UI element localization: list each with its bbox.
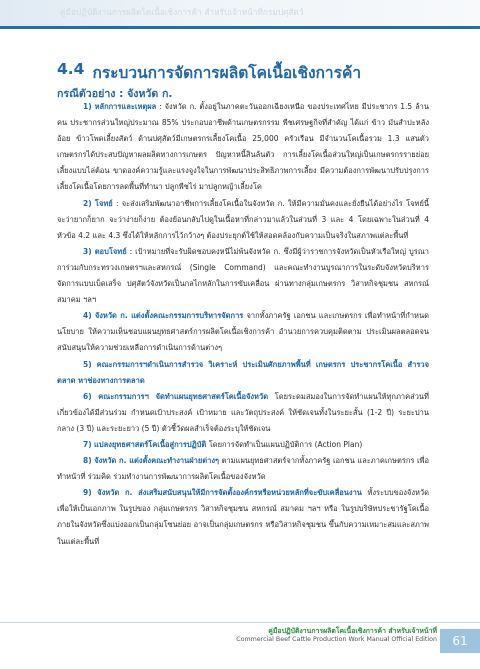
paragraph-text: จากทั้งภาครัฐ เอกชน และเกษตรกร เพื่อทำหน้าที่กำหนดนโยบาย ให้ความเห็นชอบแผนยุทธศาสตร์การผลิตโคเนื้อเชิงการค้า อำนวยการควบคุมติดตาม ประเมินผลตลอดจนสนับสนุนให้ความช่วยเหลือการดำเนินการด้านต่างๆ [57,311,429,353]
paragraph-number: 4) [83,311,92,321]
paragraph-2 [57,196,429,244]
paragraph-number: 2) [83,198,92,208]
case-title: กรณีตัวอย่าง : จังหวัด ก. [57,88,173,100]
paragraph-8 [57,453,429,485]
paragraph-text: โดยการจัดทำเป็นแผนปฏิบัติการ (Action Plan) [208,439,363,449]
paragraph-5 [57,357,429,389]
paragraph-number: 8) [83,456,92,466]
paragraph-text: : เป้าหมายที่จะรับผิดชอบคงหนีไม่พ้นจังหวัด ก. ซึ่งมีผู้ว่าราชการจังหวัดเป็นหัวเรือใหญ่ บูรณาการ่วมกับกระทรวงเกษตรฯและสหกรณ์ (Single Command) และคณะทำงานบูรณาการในระดับจังหวัดบริหารจัดการแบบเบ็ดเสร็จ ปศุสัตว์จังหวัดเป็นกลไกหลักในการขับเคลื่อน ผ่านทางกลุ่มเกษตรกร วิสาหกิจชุมชน สหกรณ์ สมาคม ฯลฯ [57,246,429,305]
paragraph-text: โดยระดมสมองในการจัดทำแผนให้ทุกภาคส่วนที่เกี่ยวข้องได้มีส่วนร่วม กำหนดเป้าประสงค์ เป้าหมาย และวัตถุประสงค์ ให้ชัดเจนทั้งในระยะสั้น (1-2 ปี) ระยะปานกลาง (3 ปี) และระยะยาว (5 ปี) ตัวชี้วัดผลสำเร็จต้องระบุให้ชัดเจน [57,391,429,433]
paragraph-9 [57,485,429,549]
paragraph-1 [57,99,429,196]
section-heading [57,60,361,85]
running-head: คู่มือปฏิบัติงานการผลิตโคเนื้อเชิงการค้า สำหรับเจ้าหน้าที่กรมปศุสัตว์ [60,7,304,17]
header-rule [0,26,480,29]
paragraph-number: 6) [83,391,92,401]
paragraph-number: 1) [83,102,92,111]
section-title: กระบวนการจัดการผลิตโคเนื้อเชิงการค้า [92,64,362,82]
paragraph-number: 3) [83,246,92,256]
paragraph-number: 5) [83,359,92,369]
paragraph-heading: จังหวัด ก. แต่งตั้งคณะกรรมการบริหารจัดการ [94,311,244,321]
footer-rule [0,622,480,623]
paragraph-heading: ตอบโจทย์ [94,246,127,256]
paragraph-heading: โจทย์ [94,198,113,208]
paragraph-number: 7) [83,439,92,449]
paragraph-text: ตามแผนยุทธศาสตร์จากทั้งภาครัฐ เอกชน และภาคเกษตรกร เพื่อทำหน้าที่ ร่วมคิด ร่วมทำงานการพัฒนาการผลิตโคเนื้อของจังหวัด [57,456,430,482]
paragraph-heading: แปลงยุทธศาสตร์โคเนื้อสู่การปฏิบัติ [94,439,207,449]
paragraph-heading: จังหวัด ก. ส่งเสริมสนับสนุนให้มีการจัดตั้งองค์กรหรือหน่วยหลักที่จะขับเคลื่อนงาน [97,488,362,498]
footer-title-english: Commercial Beef Cattle Production Work Manual Official Edition [236,636,437,643]
paragraph-text: ทั้งระบบของจังหวัด เพื่อให้เป็นเอกภาพ ในรูปของ กลุ่มเกษตรกร วิสาหกิจชุมชน สหกรณ์ สมาคม ฯลฯ หรือ ในรูปบริษัทประชารัฐโคเนื้อ ภายในจังหวัดซึ่งแบ่งออกเป็นกลุ่มโซนย่อย อาจเป็นกลุ่มเกษตรกร หรือวิสาหกิจชุมชน ขึ้นกับความเหมาะสมและสภาพในแต่ละพื้นที่ [57,488,430,546]
header-band [0,0,480,26]
paragraph-heading: คณะกรรมการฯดำเนินการสำรวจ วิเคราะห์ ประเมินศักยภาพพื้นที่ เกษตรกร ประชากรโคเนื้อ สำรวจตลาด หาช่องทางการตลาด [57,359,429,385]
section-number: 4.4 [57,60,85,78]
paragraph-number: 9) [83,488,92,498]
paragraph-6 [57,389,429,437]
body-text [57,99,429,550]
paragraph-heading: คณะกรรมการฯ จัดทำแผนยุทธศาสตร์โคเนื้อจังหวัด [98,391,269,401]
paragraph-heading: หลักการและเหตุผล [94,102,157,111]
paragraph-text: : จังหวัด ก. ตั้งอยู่ในภาคตะวันออกเฉียงเหนือ ของประเทศไทย มีประชากร 1.5 ล้านคน ประชากรส่วนใหญ่ประมาณ 85% ประกอบอาชีพด้านเกษตรกรรม พืชเศรษฐกิจที่สำคัญ ได้แก่ ข้าว มันสำปะหลัง อ้อย ข้าวโพดเลี้ยงสัตว์ ด้านปศุสัตว์มีเกษตรกรเลี้ยงโคเนื้อ 25,000 ครัวเรือน มีจำนวนโคเนื้อรวม 1.3 แสนตัว เกษตรกรได้ประสบปัญหาผลผลิตทางการเกษตร ปัญหาหนี้สินล้นตัว การเลี้ยงโคเนื้อส่วนใหญ่เป็นเกษตรกรรายย่อยเลี้ยงแบบไล่ต้อน ขาดองค์ความรู้และแรงจูงใจในการพัฒนาประสิทธิภาพการเลี้ยง มีความต้องการพัฒนาปรับปรุงการเลี้ยงโคเนื้อโดยการลดพื้นที่ทำนา ปลูกพืชไร่ มาปลูกหญ้าเลี้ยงโค [57,102,429,192]
page-number: 61 [440,629,480,653]
paragraph-3 [57,244,429,308]
footer-title-thai: คู่มือปฏิบัติงานการผลิตโคเนื้อเชิงการค้า สำหรับเจ้าหน้าที่ [268,627,437,635]
paragraph-7 [57,437,429,453]
paragraph-text: : จะส่งเสริมพัฒนาอาชีพการเลี้ยงโคเนื้อในจังหวัด ก. ให้มีความมั่นคงและยั่งยืนได้อย่างไร โจทย์นี้จะว่ายากก็ยาก จะว่าง่ายก็ง่าย ต้องย้อนกลับไปดูในเนื้อหาที่กล่าวมาแล้วในส่วนที่ 3 และ 4 โดยเฉพาะในส่วนที่ 4 หัวข้อ 4.2 และ 4.3 ซึ่งได้ให้หลักการไว้กว้างๆ ต้องประยุกต์ใช้ให้สอดคล้องกับความเป็นจริงในสภาพแต่ละพื้นที่ [57,198,429,240]
paragraph-4 [57,308,429,356]
paragraph-heading: จังหวัด ก. แต่งตั้งคณะทำงานฝ่ายต่างๆ [94,456,220,466]
